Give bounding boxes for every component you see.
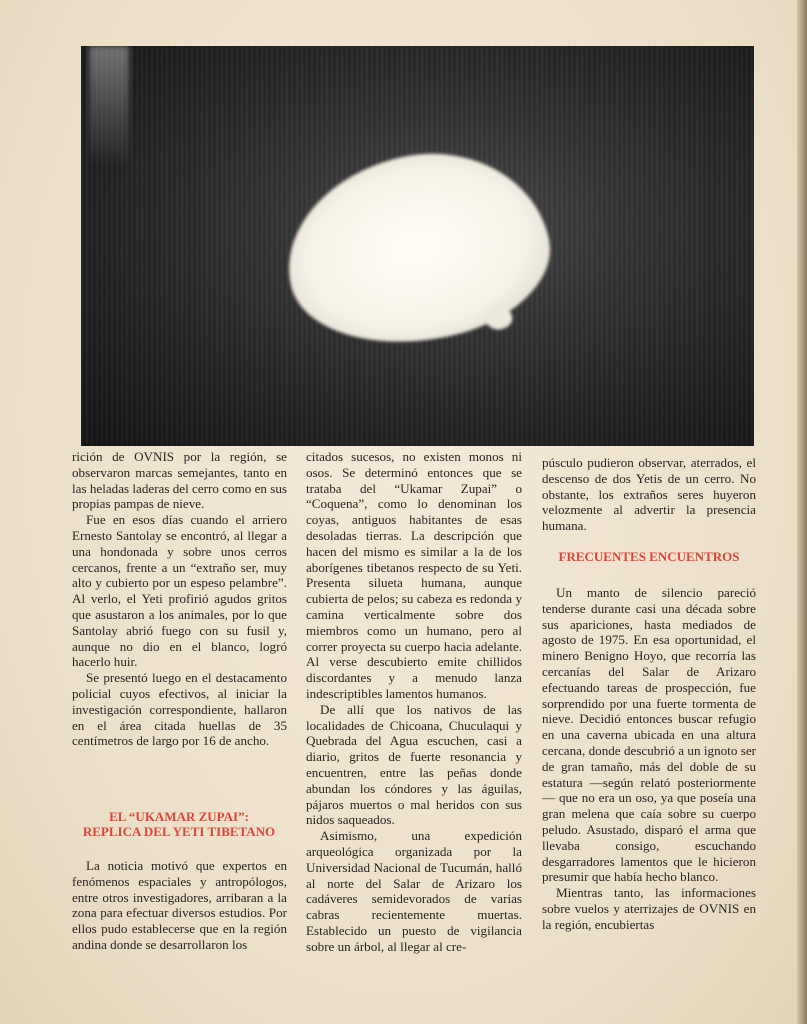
section-heading-frecuentes-encuentros <box>542 549 756 564</box>
col1-paragraph-2: Fue en esos días cuando el arriero Ernesto Santolay se encontró, al llegar a una hondonada y sobre unos cerros cercanos, frente a un “extraño ser, muy alto y cubierto por un espeso pelambre”. Al verlo, el Yeti profirió agudos gritos que asustaron a los animales, por lo que Santolay abrió fuego con su fusil y, aunque no dio en el blanco, logró hacerlo huir. <box>72 512 287 670</box>
column-1-continued <box>72 858 287 953</box>
col3-paragraph-2: Mientras tanto, las informaciones sobre vuelos y aterrizajes de OVNIS en la región, encubiertas <box>542 885 756 932</box>
column-1 <box>72 449 287 749</box>
ufo-photograph <box>81 46 754 446</box>
col3-intro: púsculo pudieron observar, aterrados, el descenso de dos Yetis de un cerro. No obstante, los extraños seres huyeron velozmente al advertir la presencia humana. <box>542 455 756 534</box>
heading-line-1: EL “UKAMAR ZUPAI”: <box>109 809 249 824</box>
photo-edge-flare <box>89 46 129 166</box>
col1-paragraph-3: Se presentó luego en el destacamento policial cuyos efectivos, al iniciar la investigación correspondiente, hallaron en el área citada huellas de 35 centímetros de largo por 16 de ancho. <box>72 670 287 749</box>
col3-paragraph-1: Un manto de silencio pareció tenderse durante casi una década sobre sus apariciones, hasta mediados de agosto de 1975. En esa oportunidad, el minero Benigno Hoyo, que recorría las cercanías del Salar de Arizaro efectuando tareas de prospección, fue sorprendido por una fuerte tormenta de nieve. Decidió entonces buscar refugio en una caverna ubicada en una altura cercana, donde descubrió a un ignoto ser de gran tamaño, más del doble de su estatura —según relató posteriormente— que no era un oso, ya que poseía una gran melena que caía sobre su cuerpo peludo. Asustado, disparó el arma que llevaba consigo, escuchando desgarradores lamentos que le hicieron presumir que había hecho blanco. <box>542 585 756 885</box>
col2-paragraph-2: De allí que los nativos de las localidades de Chicoana, Chuculaqui y Quebrada del Agua escuchen, casi a diario, gritos de fuerte resonancia y encuentren, entre las peñas donde abundan los cóndores y las águilas, pájaros muertos o mal heridos con sus nidos saqueados. <box>306 701 522 828</box>
col2-paragraph-1: citados sucesos, no existen monos ni osos. Se determinó entonces que se trataba del “Ukamar Zupai” o “Coquena”, como lo denominan los coyas, antiguos habitantes de esas desoladas tierras. La descripción que hacen del mismo es similar a la de los aborígenes tibetanos respecto de su Yeti. Presenta silueta humana, aunque cubierta de pelos; su cabeza es redonda y camina verticalmente sobre dos miembros como un humano, pero al correr proyecta su cuerpo hacia adelante. Al verse descubierto emite chillidos discordantes y a menudo lanza indescriptibles lamentos humanos. <box>306 449 522 701</box>
heading-frecuentes: FRECUENTES ENCUENTROS <box>558 549 740 564</box>
column-2 <box>306 449 522 955</box>
heading-line-2: REPLICA DEL YETI TIBETANO <box>82 824 276 839</box>
col1-paragraph-4: La noticia motivó que expertos en fenómenos espaciales y antropólogos, entre otros investigadores, arribaran a la zona para efectuar diversos estudios. Por ellos pudo establecerse que en la región andina donde se desarrollaron los <box>72 858 287 952</box>
column-3 <box>542 455 756 534</box>
column-3-continued <box>542 585 756 933</box>
col2-paragraph-3: Asimismo, una expedición arqueológica organizada por la Universidad Nacional de Tucumán, halló al norte del Salar de Arizaro los cadáveres semidevorados de varias cabras recientemente muertas. Establecido un puesto de vigilancia sobre un árbol, al llegar al cre- <box>306 828 522 954</box>
section-heading-ukamar-zupai <box>70 809 288 839</box>
col1-paragraph-1: rición de OVNIS por la región, se observaron marcas semejantes, tanto en las heladas laderas del cerro como en sus propias pampas de nieve. <box>72 449 287 512</box>
page-spine-edge <box>797 0 807 1024</box>
